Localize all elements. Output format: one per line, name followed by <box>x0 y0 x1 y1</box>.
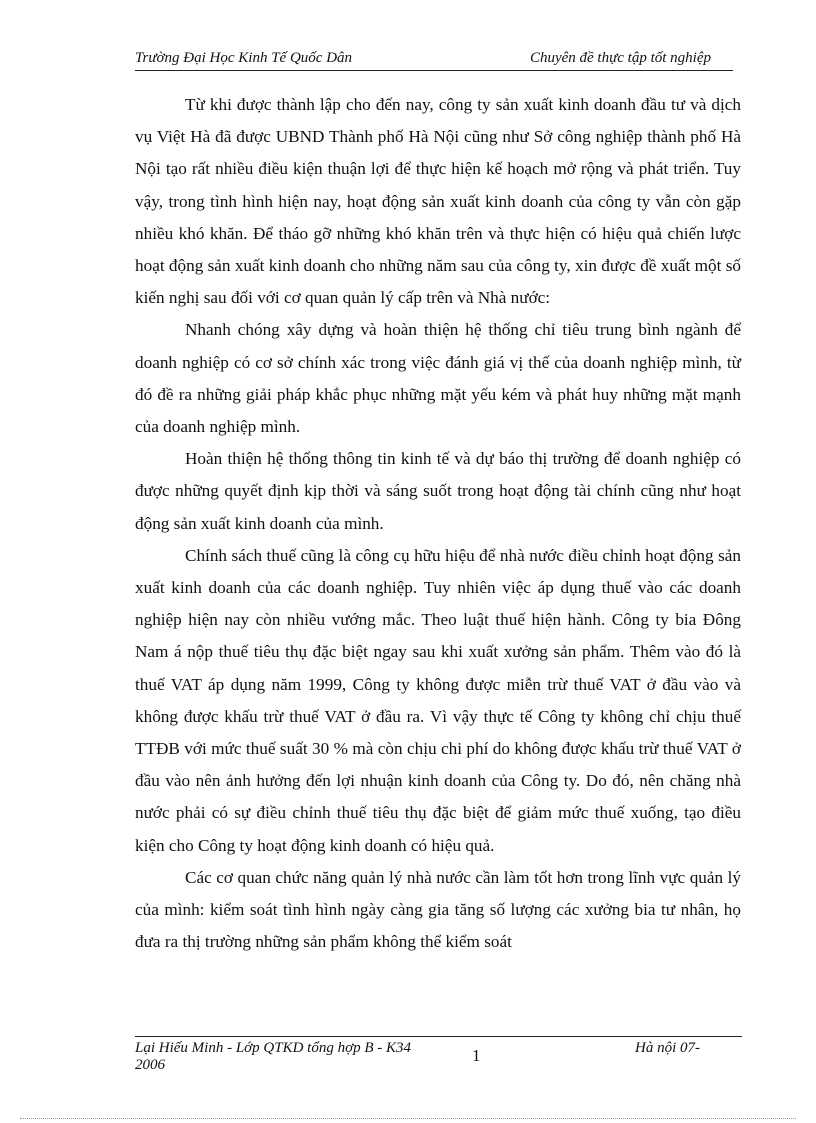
paragraph-management: Các cơ quan chức năng quản lý nhà nước cần làm tốt hơn trong lĩnh vực quản lý của mình: kiểm soát tình hình ngày càng gia tăng số lượng các xưởng bia tư nhân, họ đưa ra thị trường những sản phẩm không thể kiểm soát <box>135 867 741 952</box>
footer-place-date: Hà nội 07- <box>635 1040 700 1056</box>
page-bottom-border <box>20 1118 796 1119</box>
header-school-name: Trường Đại Học Kinh Tế Quốc Dân <box>135 50 353 66</box>
footer-author: Lại Hiếu Minh - Lớp QTKD tổng hợp B - K34 <box>135 1040 412 1056</box>
paragraph-tax-policy: Chính sách thuế cũng là công cụ hữu hiệu để nhà nước điều chỉnh hoạt động sản xuất kinh doanh của các doanh nghiệp. Tuy nhiên việc áp dụng thuế vào các doanh nghiệp hiện nay còn nhiều vướng mắc. Theo luật thuế hiện hành. Công ty bia Đông Nam á nộp thuế tiêu thụ đặc biệt ngay sau khi xuất xưởng sản phẩm. Thêm vào đó là thuế VAT áp dụng năm 1999, Công ty không được miễn trừ thuế VAT ở đầu vào và không được khấu trừ thuế VAT ở đầu ra. Vì vậy thực tế Công ty không chỉ chịu thuế TTĐB với mức thuế suất 30 % mà còn chịu chi phí do không được khấu trừ thuế VAT ở đầu vào nên ảnh hưởng đến lợi nhuận kinh doanh của Công ty. Do đó, nên chăng nhà nước phải có sự điều chỉnh thuế tiêu thụ đặc biệt để giảm mức thuế xuống, tạo điều kiện cho Công ty hoạt động kinh doanh có hiệu quả. <box>135 545 741 855</box>
page-number: 1 <box>472 1046 481 1065</box>
footer-year: 2006 <box>135 1057 165 1073</box>
page-footer <box>135 1040 742 1080</box>
page-header <box>135 48 733 71</box>
body-text <box>135 89 741 958</box>
paragraph-indicators: Nhanh chóng xây dựng và hoàn thiện hệ thống chỉ tiêu trung bình ngành để doanh nghiệp có cơ sở chính xác trong việc đánh giá vị thế của doanh nghiệp mình, từ đó đề ra những giải pháp khắc phục những mặt yếu kém và phát huy những mặt mạnh của doanh nghiệp mình. <box>135 320 741 437</box>
header-report-title: Chuyên đề thực tập tốt nghiệp <box>529 50 711 66</box>
footer-divider <box>135 1036 742 1037</box>
paragraph-information: Hoàn thiện hệ thống thông tin kinh tế và dự báo thị trường để doanh nghiệp có được những quyết định kịp thời và sáng suốt trong hoạt động tài chính cũng như hoạt động sản xuất kinh doanh của mình. <box>135 449 741 533</box>
paragraph-intro: Từ khi được thành lập cho đến nay, công ty sản xuất kinh doanh đầu tư và dịch vụ Việt Hà đã được UBND Thành phố Hà Nội cũng như Sở công nghiệp thành phố Hà Nội tạo rất nhiều điều kiện thuận lợi để thực hiện kế hoạch mở rộng và phát triển. Tuy vậy, trong tình hình hiện nay, hoạt động sản xuất kinh doanh của công ty vẫn còn gặp nhiều khó khăn. Để tháo gỡ những khó khăn trên và thực hiện có hiệu quả chiến lược hoạt động sản xuất kinh doanh cho những năm sau của công ty, xin được đề xuất một số kiến nghị sau đối với cơ quan quản lý cấp trên và Nhà nước: <box>135 95 741 308</box>
